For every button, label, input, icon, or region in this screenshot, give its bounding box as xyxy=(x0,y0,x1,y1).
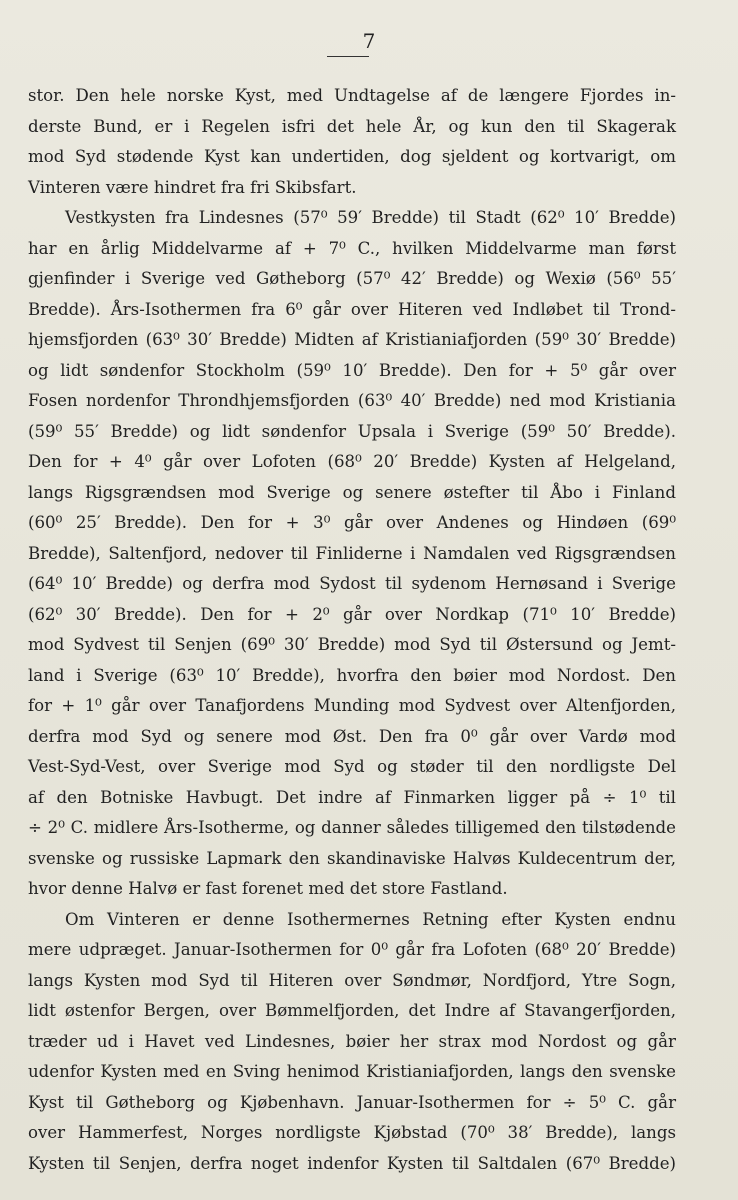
text-line: og lidt søndenfor Stockholm (59⁰ 10′ Bredde). Den for + 5⁰ går over xyxy=(28,360,676,380)
text-line: (64⁰ 10′ Bredde) og derfra mod Sydost til sydenom Hernøsand i Sverige xyxy=(28,574,676,593)
text-line: Om Vinteren er denne Isothermernes Retning efter Kysten endnu xyxy=(65,909,676,929)
text-line: langs Kysten mod Syd til Hiteren over Søndmør, Nordfjord, Ytre Sogn, xyxy=(28,970,676,990)
text-line: ÷ 2⁰ C. midlere Års-Isotherme, og danner således tilligemed den tilstødende xyxy=(28,818,676,837)
text-line: stor. Den hele norske Kyst, med Undtagelse af de længere Fjordes in- xyxy=(28,86,676,105)
text-line: Bredde). Års-Isothermen fra 6⁰ går over Hiteren ved Indløbet til Trond- xyxy=(28,299,676,319)
text-line: svenske og russiske Lapmark den skandinaviske Halvøs Kuldecentrum der, xyxy=(28,848,676,868)
text-line: Bredde), Saltenfjord, nedover til Finliderne i Namdalen ved Rigsgrændsen xyxy=(28,543,676,563)
text-line: har en årlig Middelvarme af + 7⁰ C., hvilken Middelvarme man først xyxy=(28,238,676,258)
page-number: 7 xyxy=(362,29,376,53)
page-number-rule xyxy=(327,56,369,57)
text-line: udenfor Kysten med en Sving henimod Kristianiafjorden, langs den svenske xyxy=(28,1062,676,1081)
text-line: derste Bund, er i Regelen isfri det hele År, og kun den til Skagerak xyxy=(28,116,676,136)
text-line: (60⁰ 25′ Bredde). Den for + 3⁰ går over Andenes og Hindøen (69⁰ xyxy=(28,513,676,532)
text-line: af den Botniske Havbugt. Det indre af Finmarken ligger på ÷ 1⁰ til xyxy=(28,787,676,807)
text-line: Den for + 4⁰ går over Lofoten (68⁰ 20′ Bredde) Kysten af Helgeland, xyxy=(28,452,676,471)
text-line: over Hammerfest, Norges nordligste Kjøbstad (70⁰ 38′ Bredde), langs xyxy=(28,1123,676,1142)
text-line: Vest-Syd-Vest, over Sverige mod Syd og støder til den nordligste Del xyxy=(28,757,676,776)
text-line: Vestkysten fra Lindesnes (57⁰ 59′ Bredde) til Stadt (62⁰ 10′ Bredde) xyxy=(65,208,676,227)
text-line: (62⁰ 30′ Bredde). Den for + 2⁰ går over Nordkap (71⁰ 10′ Bredde) xyxy=(28,604,676,624)
text-line: lidt østenfor Bergen, over Bømmelfjorden, det Indre af Stavangerfjorden, xyxy=(28,1001,676,1020)
text-line: derfra mod Syd og senere mod Øst. Den fra 0⁰ går over Vardø mod xyxy=(28,726,676,746)
text-line: træder ud i Havet ved Lindesnes, bøier her strax mod Nordost og går xyxy=(28,1031,676,1051)
text-line: gjenfinder i Sverige ved Gøtheborg (57⁰ 42′ Bredde) og Wexiø (56⁰ 55′ xyxy=(28,269,676,288)
text-line: for + 1⁰ går over Tanafjordens Munding mod Sydvest over Altenfjorden, xyxy=(28,696,676,715)
text-line: Vinteren være hindret fra fri Skibsfart. xyxy=(28,177,357,197)
text-line: Kysten til Senjen, derfra noget indenfor Kysten til Saltdalen (67⁰ Bredde) xyxy=(28,1153,676,1173)
text-line: hjemsfjorden (63⁰ 30′ Bredde) Midten af Kristianiafjorden (59⁰ 30′ Bredde) xyxy=(28,330,676,349)
text-line: Fosen nordenfor Throndhjemsfjorden (63⁰ 40′ Bredde) ned mod Kristiania xyxy=(28,391,676,410)
text-line: mod Syd stødende Kyst kan undertiden, dog sjeldent og kortvarigt, om xyxy=(28,147,676,166)
text-line: langs Rigsgrændsen mod Sverige og senere østefter til Åbo i Finland xyxy=(28,482,676,502)
text-line: land i Sverige (63⁰ 10′ Bredde), hvorfra den bøier mod Nordost. Den xyxy=(28,665,676,685)
text-line: hvor denne Halvø er fast forenet med det store Fastland. xyxy=(28,879,508,898)
text-line: mere udpræget. Januar-Isothermen for 0⁰ går fra Lofoten (68⁰ 20′ Bredde) xyxy=(28,940,676,959)
text-line: mod Sydvest til Senjen (69⁰ 30′ Bredde) mod Syd til Østersund og Jemt- xyxy=(28,635,676,654)
text-line: (59⁰ 55′ Bredde) og lidt søndenfor Upsala i Sverige (59⁰ 50′ Bredde). xyxy=(28,421,676,441)
text-line: Kyst til Gøtheborg og Kjøbenhavn. Januar-Isothermen for ÷ 5⁰ C. går xyxy=(28,1092,676,1112)
